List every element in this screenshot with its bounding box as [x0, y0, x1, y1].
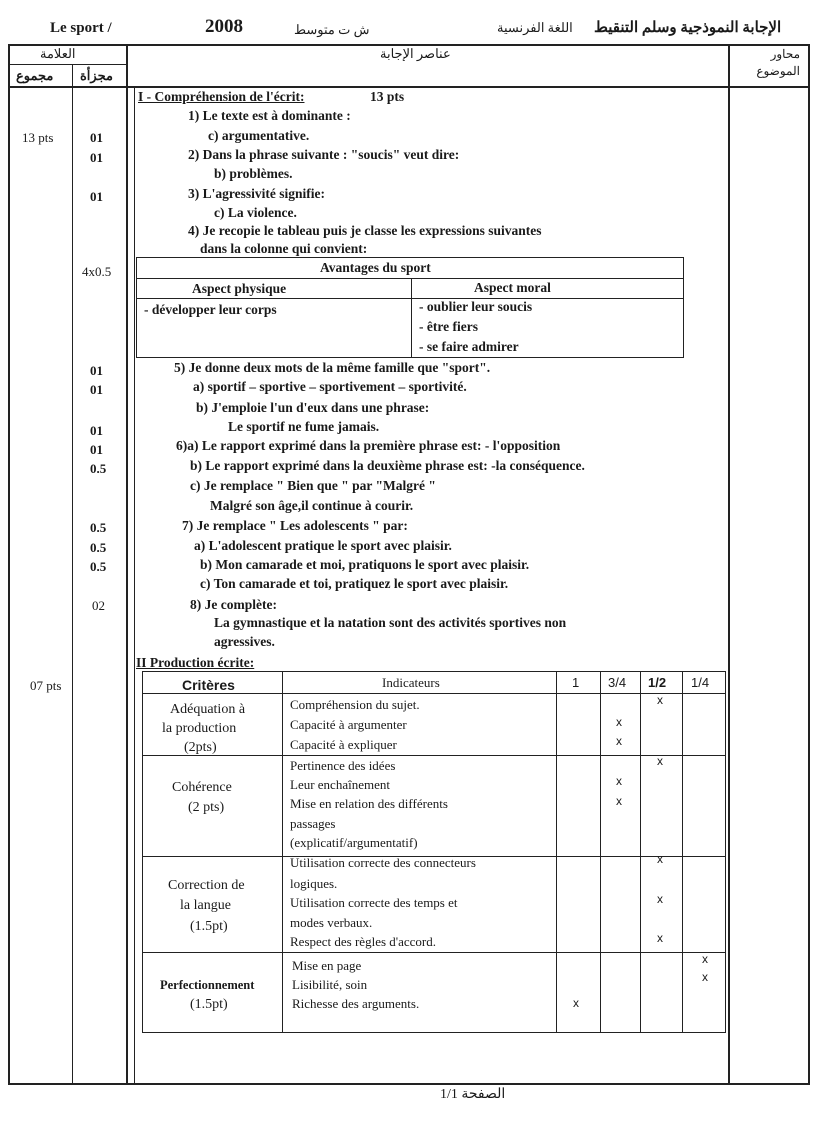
indicator-richesse: Richesse des arguments.	[292, 996, 420, 1011]
section1-total: 13 pts	[22, 130, 54, 145]
document-title: الإجابة النموذجية وسلم التنقيط	[594, 20, 782, 36]
grid-header-1-2: 1/2	[648, 675, 667, 690]
table-moral-item-2: - être fiers	[419, 319, 478, 334]
language-label: اللغة الفرنسية	[497, 20, 573, 35]
q1: 1) Le texte est à dominante :	[188, 108, 351, 123]
check-mark: x	[657, 693, 663, 707]
mark-q6b: 0.5	[90, 461, 107, 476]
q5-answer-b: b) J'emploie l'un d'eux dans une phrase:	[196, 400, 430, 415]
mark-q3: 01	[90, 189, 103, 204]
criterion-adequation-points: (2pts)	[184, 740, 217, 755]
check-mark: x	[657, 852, 663, 866]
mark-q7c: 0.5	[90, 559, 107, 574]
mark-q5a: 01	[90, 363, 103, 378]
indicator-logiques: logiques.	[290, 876, 338, 891]
q8-answer-line1: La gymnastique et la natation sont des activités sportives non	[214, 615, 567, 630]
criterion-correction-points: (1.5pt)	[190, 919, 228, 934]
q8: 8) Je complète:	[190, 597, 277, 612]
check-mark: x	[657, 931, 663, 945]
table-title: Avantages du sport	[320, 260, 431, 275]
indicator-pertinence: Pertinence des idées	[290, 758, 396, 773]
indicator-expliquer: Capacité à expliquer	[290, 737, 397, 752]
q6b: b) Le rapport exprimé dans la deuxième phrase est: -la conséquence.	[190, 458, 585, 473]
table-col-moral: Aspect moral	[474, 280, 551, 295]
indicator-mise-en-relation: Mise en relation des différents	[290, 796, 448, 811]
check-mark: x	[657, 892, 663, 906]
check-mark: x	[702, 952, 708, 966]
criterion-adequation-line2: la production	[162, 721, 237, 736]
q7a: a) L'adolescent pratique le sport avec plaisir.	[194, 538, 452, 553]
page-number: الصفحة 1/1	[440, 1087, 506, 1102]
indicator-explicatif: (explicatif/argumentatif)	[290, 835, 418, 850]
q6a: 6)a) Le rapport exprimé dans la première phrase est: - l'opposition	[176, 438, 561, 453]
total-column-header: مجموع	[16, 68, 54, 83]
criterion-coherence: Cohérence	[172, 780, 232, 795]
section2-total: 07 pts	[30, 678, 62, 693]
check-mark: x	[573, 996, 579, 1010]
q7b: b) Mon camarade et moi, pratiquons le sport avec plaisir.	[200, 557, 530, 572]
q8-answer-line2: agressives.	[214, 634, 275, 649]
partial-column-header: مجزأة	[80, 68, 113, 83]
indicator-modes: modes verbaux.	[290, 915, 373, 930]
divider-marks-answers	[126, 44, 128, 1084]
criterion-adequation: Adéquation à	[170, 702, 246, 717]
frame-left	[8, 44, 10, 1084]
divider-inner-answers	[134, 86, 135, 1084]
q3-answer: c) La violence.	[214, 205, 297, 220]
indicator-comprehension: Compréhension du sujet.	[290, 697, 420, 712]
q7c: c) Ton camarade et toi, pratiquez le sport avec plaisir.	[200, 576, 509, 591]
q5-answer-a: a) sportif – sportive – sportivement – sportivité.	[193, 379, 467, 394]
criterion-correction: Correction de	[168, 878, 245, 893]
q5: 5) Je donne deux mots de la même famille que "sport".	[174, 360, 491, 375]
check-mark: x	[616, 734, 622, 748]
answers-column-header: عناصر الإجابة	[380, 46, 451, 61]
grid-header-3-4: 3/4	[608, 675, 627, 690]
grid-header-1-4: 1/4	[691, 675, 710, 690]
check-mark: x	[616, 774, 622, 788]
criterion-coherence-points: (2 pts)	[188, 800, 225, 815]
grade-subheader-line	[8, 64, 126, 65]
q1-answer: c) argumentative.	[208, 128, 310, 143]
indicator-mise-en-page: Mise en page	[292, 958, 362, 973]
mark-q7b: 0.5	[90, 540, 107, 555]
q4: 4) Je recopie le tableau puis je classe les expressions suivantes	[188, 223, 542, 238]
divider-answers-axes	[728, 44, 730, 1084]
grid-header-1: 1	[572, 675, 580, 690]
mark-q6a: 01	[90, 442, 103, 457]
frame-right	[808, 44, 810, 1084]
frame-bottom	[8, 1083, 810, 1085]
indicator-accord: Respect des règles d'accord.	[290, 934, 437, 949]
criterion-perfectionnement: Perfectionnement	[160, 978, 255, 992]
q3: 3) L'agressivité signifie:	[188, 186, 325, 201]
check-mark: x	[616, 715, 622, 729]
q2-answer: b) problèmes.	[214, 166, 293, 181]
indicator-connecteurs: Utilisation correcte des connecteurs	[290, 855, 476, 870]
table-moral-item-1: - oublier leur soucis	[419, 299, 533, 314]
table-moral-item-3: - se faire admirer	[419, 339, 519, 354]
mark-q5b: 01	[90, 382, 103, 397]
section1-title: I - Compréhension de l'écrit:	[138, 89, 305, 104]
grade-column-header: العلامة	[40, 46, 76, 61]
check-mark: x	[702, 970, 708, 984]
mark-q2: 01	[90, 150, 103, 165]
q4-line2: dans la colonne qui convient:	[200, 241, 368, 256]
indicator-enchainement: Leur enchaînement	[290, 777, 390, 792]
year-label: 2008	[205, 16, 243, 37]
criterion-correction-line2: la langue	[180, 898, 231, 913]
level-label: ش ت متوسط	[294, 22, 370, 37]
mark-q7a: 0.5	[90, 520, 107, 535]
grid-header-indicators: Indicateurs	[382, 675, 440, 690]
mark-q8: 02	[92, 598, 105, 613]
mark-q4: 4x0.5	[82, 264, 112, 279]
q6c: c) Je remplace " Bien que " par "Malgré "	[190, 478, 436, 493]
indicator-temps: Utilisation correcte des temps et	[290, 895, 458, 910]
table-physical-item: - développer leur corps	[144, 302, 277, 317]
q5-answer-c: Le sportif ne fume jamais.	[228, 419, 380, 434]
subject-label: Le sport /	[50, 20, 112, 36]
q2: 2) Dans la phrase suivante : "soucis" veut dire:	[188, 147, 460, 162]
indicator-argumenter: Capacité à argumenter	[290, 717, 407, 732]
mark-q5c: 01	[90, 423, 103, 438]
section1-points: 13 pts	[370, 89, 405, 104]
table-col-physical: Aspect physique	[192, 281, 287, 296]
q7: 7) Je remplace " Les adolescents " par:	[182, 518, 408, 533]
divider-total-partial	[72, 64, 73, 1084]
criterion-perfectionnement-points: (1.5pt)	[190, 997, 228, 1012]
q6d: Malgré son âge,il continue à courir.	[210, 498, 414, 513]
check-mark: x	[657, 754, 663, 768]
check-mark: x	[616, 794, 622, 808]
indicator-lisibilite: Lisibilité, soin	[292, 977, 368, 992]
mark-q1: 01	[90, 130, 103, 145]
axes-column-header: محاور الموضوع	[756, 47, 800, 78]
section2-title: II Production écrite:	[136, 655, 255, 670]
header-bottom-line	[8, 86, 810, 88]
grid-header-criteria: Critères	[182, 677, 235, 693]
indicator-passages: passages	[290, 816, 336, 831]
